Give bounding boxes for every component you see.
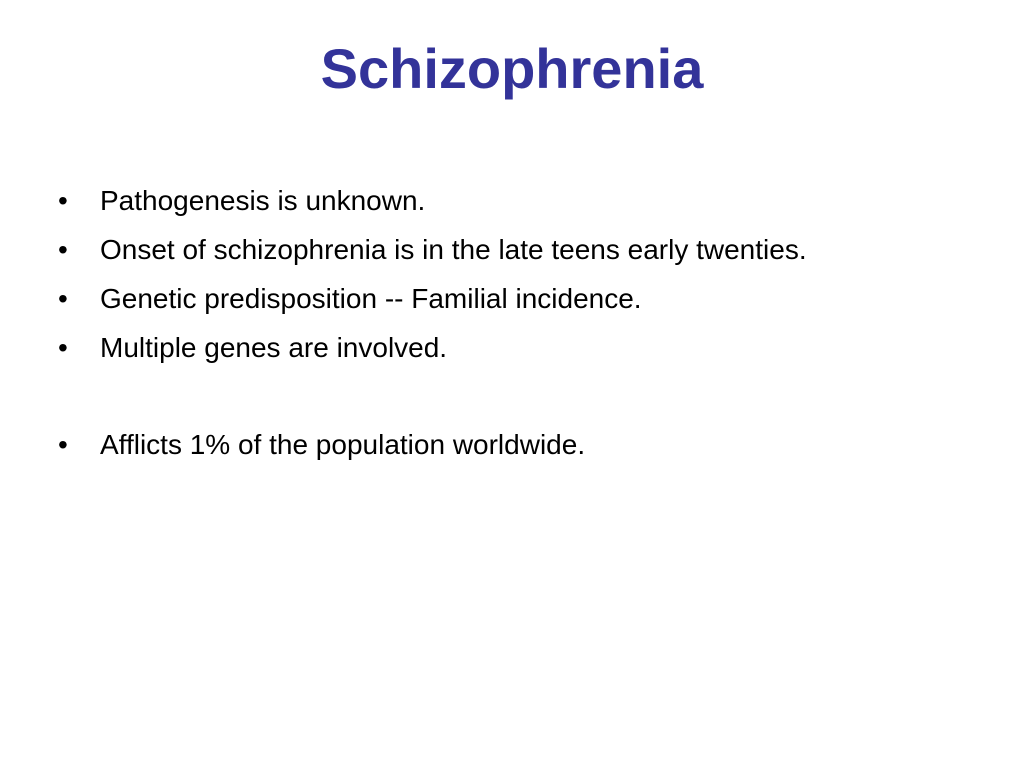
bullet-item (58, 274, 1008, 323)
bullet-icon: • (58, 234, 68, 265)
bullet-item (58, 176, 1008, 225)
bullet-item (58, 323, 1008, 372)
bullet-icon: • (58, 283, 68, 314)
bullet-icon: • (58, 332, 68, 363)
bullet-icon: • (58, 185, 68, 216)
bullet-list (58, 176, 1008, 469)
bullet-text: Afflicts 1% of the population worldwide. (100, 429, 586, 460)
bullet-item (58, 225, 1008, 274)
slide-title: Schizophrenia (320, 37, 704, 100)
bullet-text: Multiple genes are involved. (100, 332, 448, 363)
bullet-text: Genetic predisposition -- Familial incidence. (100, 283, 642, 314)
bullet-text: Pathogenesis is unknown. (100, 185, 426, 216)
bullet-item (58, 420, 1008, 469)
bullet-text: Onset of schizophrenia is in the late teens early twenties. (100, 234, 807, 265)
bullet-icon: • (58, 429, 68, 460)
